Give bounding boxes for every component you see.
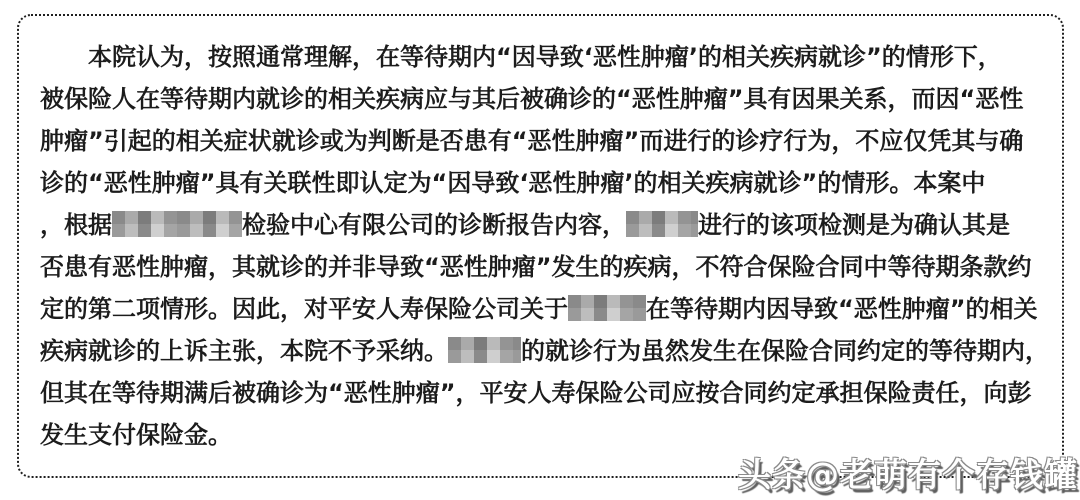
text-line bbox=[40, 36, 1042, 78]
text-segment: 但其在等待期满后被确诊为“恶性肿瘤”，平安人寿保险公司应按合同约定承担保险责任，向彭 bbox=[40, 379, 1032, 407]
censored-name-mosaic bbox=[626, 211, 698, 237]
text-line bbox=[40, 330, 1049, 372]
court-opinion-text bbox=[40, 36, 1049, 456]
text-segment: 的就诊行为虽然发生在保险合同约定的等待期内， bbox=[521, 337, 1049, 365]
text-line bbox=[40, 120, 1042, 162]
text-line bbox=[40, 288, 1042, 330]
text-line bbox=[40, 78, 1042, 120]
censored-name-mosaic bbox=[568, 295, 646, 321]
toutiao-watermark: 头条@老萌有个存钱罐 bbox=[738, 455, 1078, 494]
text-segment: 疾病就诊的上诉主张，本院不予采纳。 bbox=[40, 337, 448, 365]
text-segment: 肿瘤”引起的相关症状就诊或为判断是否患有“恶性肿瘤”而进行的诊疗行为，不应仅凭其与确 bbox=[40, 127, 1024, 155]
text-segment: 诊的“恶性肿瘤”具有关联性即认定为“因导致‘恶性肿瘤’的相关疾病就诊”的情形。本案中 bbox=[40, 169, 986, 197]
text-segment: ，根据 bbox=[40, 211, 112, 239]
text-segment: 进行的该项检测是为确认其是 bbox=[698, 211, 1010, 239]
censored-name-mosaic bbox=[112, 211, 242, 237]
text-segment: 本院认为，按照通常理解，在等待期内“因导致‘恶性肿瘤’的相关疾病就诊”的情形下， bbox=[88, 43, 1002, 71]
text-segment: 否患有恶性肿瘤，其就诊的并非导致“恶性肿瘤”发生的疾病，不符合保险合同中等待期条款约 bbox=[40, 253, 1032, 281]
text-line bbox=[40, 246, 1042, 288]
text-line bbox=[40, 204, 1042, 246]
text-line bbox=[40, 372, 1042, 414]
text-segment: 被保险人在等待期内就诊的相关疾病应与其后被确诊的“恶性肿瘤”具有因果关系，而因“恶性 bbox=[40, 85, 1024, 113]
censored-name-mosaic bbox=[448, 337, 521, 363]
text-segment: 发生支付保险金。 bbox=[40, 421, 232, 449]
text-segment: 检验中心有限公司的诊断报告内容， bbox=[242, 211, 626, 239]
text-segment: 定的第二项情形。因此，对平安人寿保险公司关于 bbox=[40, 295, 568, 323]
text-line bbox=[40, 162, 1042, 204]
court-opinion-dotted-box bbox=[17, 14, 1064, 478]
text-segment: 在等待期内因导致“恶性肿瘤”的相关 bbox=[646, 295, 1038, 323]
